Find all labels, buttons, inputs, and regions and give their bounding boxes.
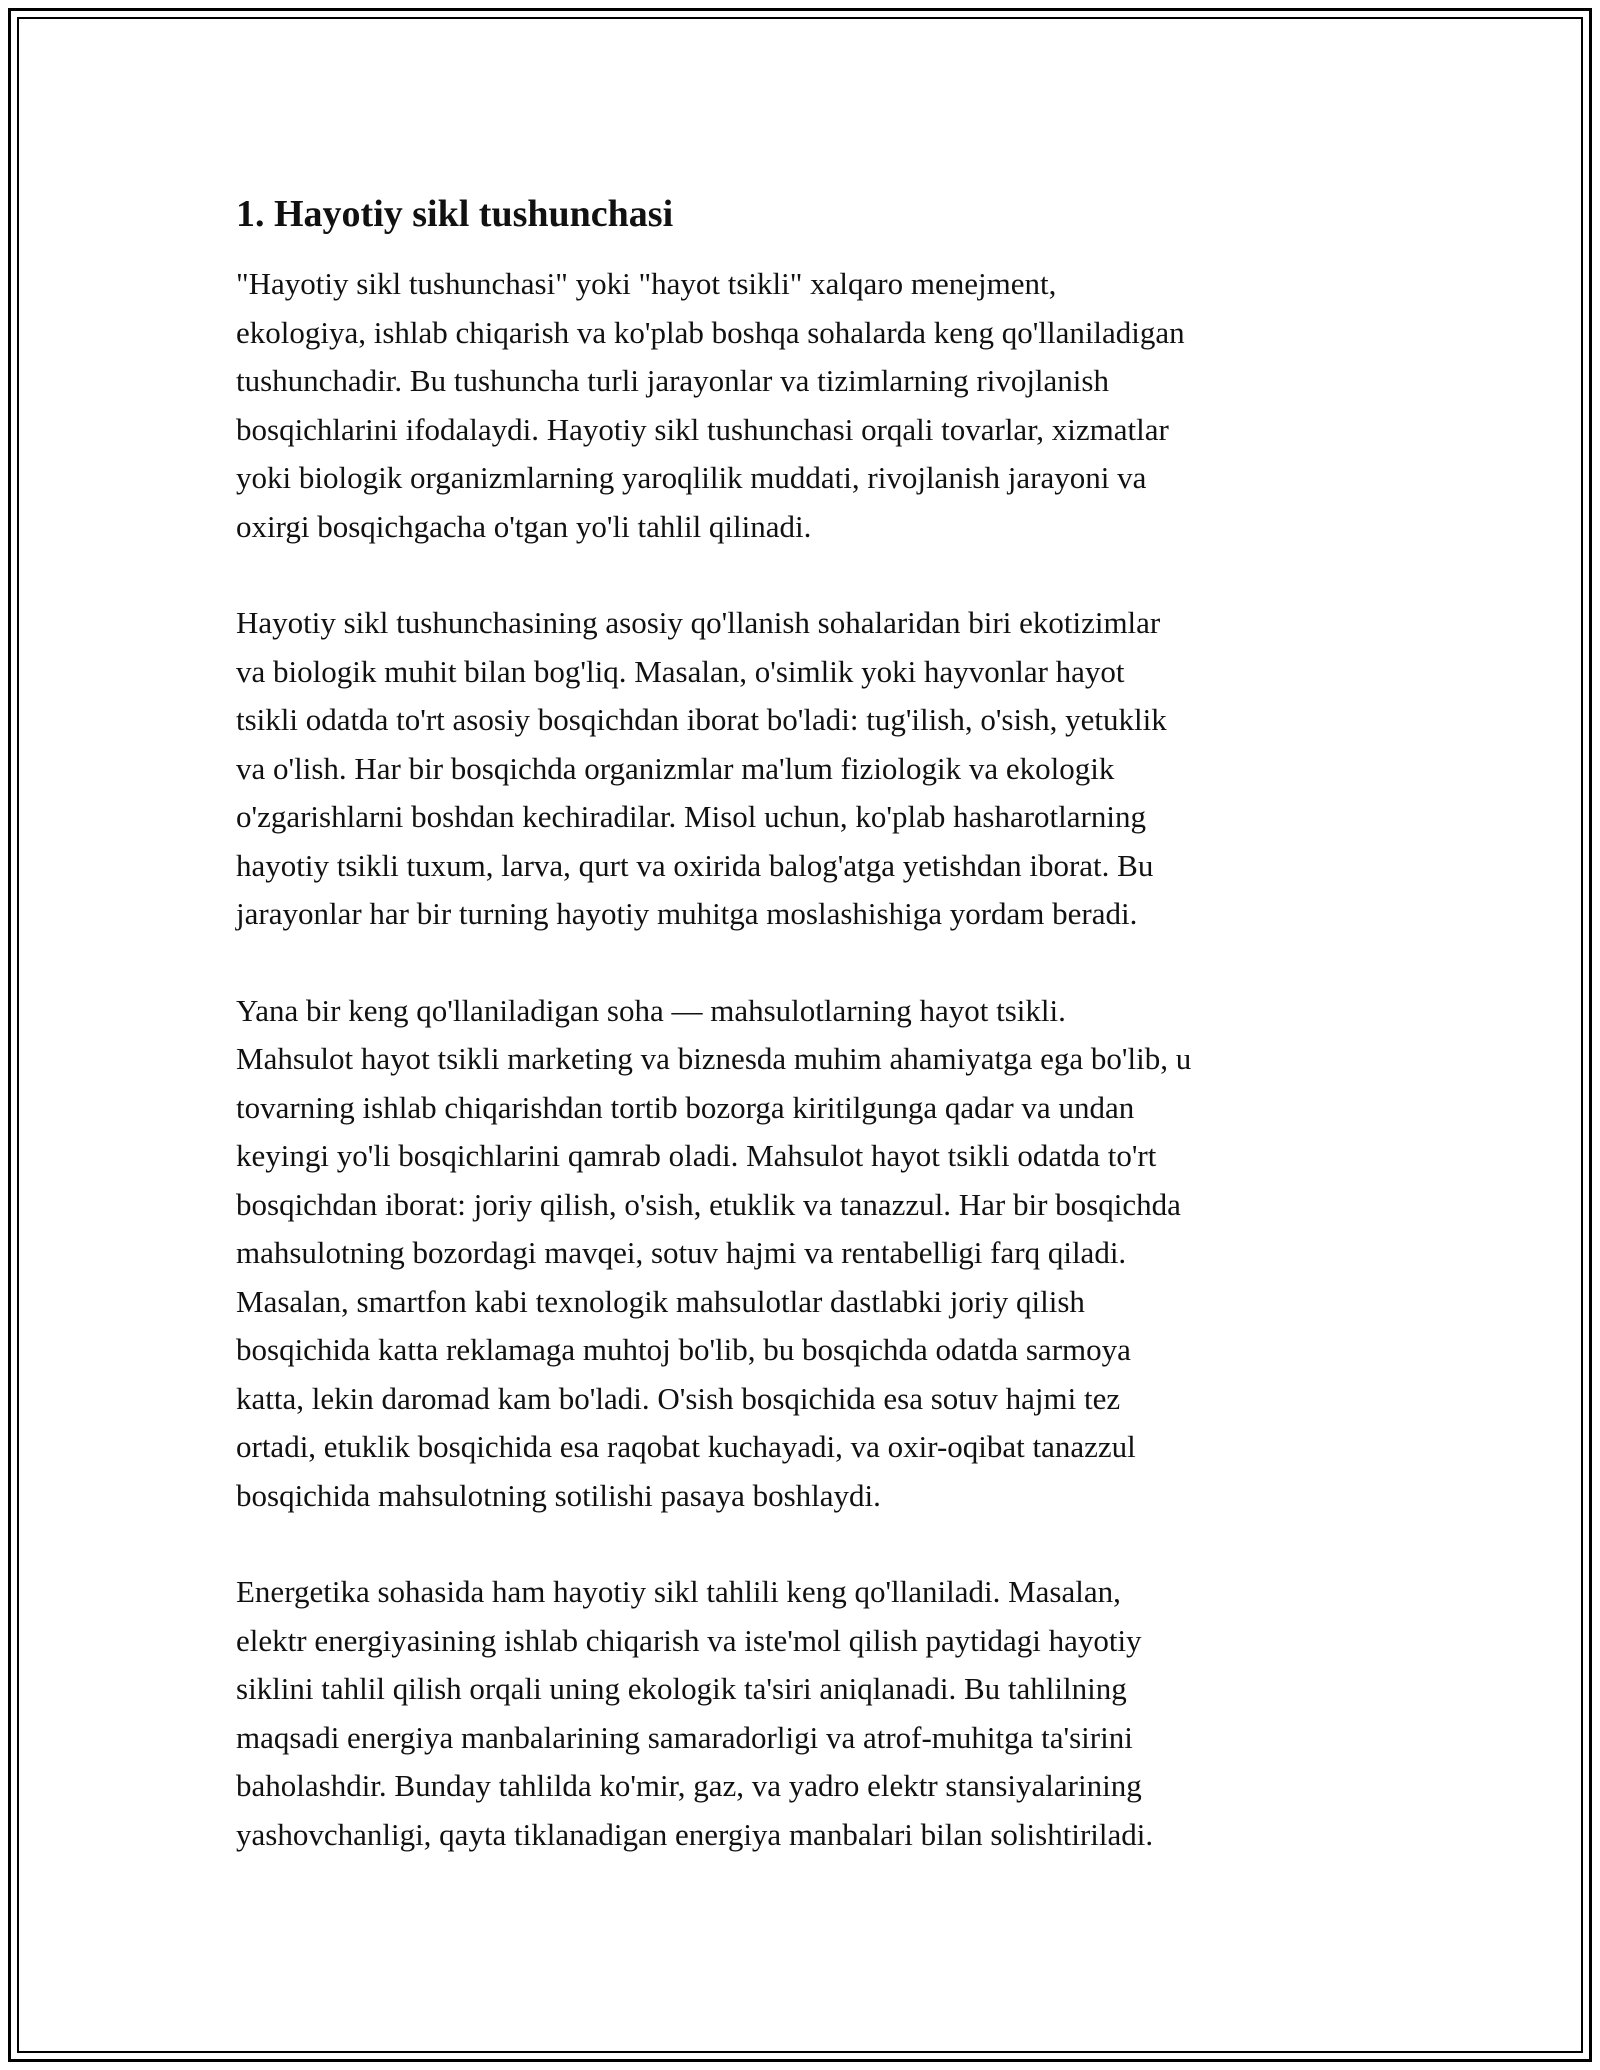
- document-body: [236, 190, 1386, 1907]
- paragraph-definition: "Hayotiy sikl tushunchasi" yoki "hayot tsikli" xalqaro menejment, ekologiya, ishlab chiqarish va ko'plab boshqa sohalarda keng qo'llaniladigan tushunchadir. Bu tushuncha turli jarayonlar va tizimlarning rivojlanish bosqichlarini ifodalaydi. Hayotiy sikl tushunchasi orqali tovarlar, xizmatlar yoki biologik organizmlarning yaroqlilik muddati, rivojlanish jarayoni va oxirgi bosqichgacha o'tgan yo'li tahlil qilinadi.: [236, 266, 1185, 544]
- paragraph-product-lifecycle: Yana bir keng qo'llaniladigan soha — mahsulotlarning hayot tsikli. Mahsulot hayot tsikli marketing va biznesda muhim ahamiyatga ega bo'lib, u tovarning ishlab chiqarishdan tortib bozorga kiritilgunga qadar va undan keyingi yo'li bosqichlarini qamrab oladi. Mahsulot hayot tsikli odatda to'rt bosqichdan iborat: joriy qilish, o'sish, etuklik va tanazzul. Har bir bosqichda mahsulotning bozordagi mavqei, sotuv hajmi va rentabelligi farq qiladi. Masalan, smartfon kabi texnologik mahsulotlar dastlabki joriy qilish bosqichida katta reklamaga muhtoj bo'lib, bu bosqichda odatda sarmoya katta, lekin daromad kam bo'ladi. O'sish bosqichida esa sotuv hajmi tez ortadi, etuklik bosqichida esa raqobat kuchayadi, va oxir-oqibat tanazzul bosqichida mahsulotning sotilishi pasaya boshlaydi.: [236, 992, 1192, 1513]
- section-heading: 1. Hayotiy sikl tushunchasi: [236, 193, 674, 235]
- paragraph-ecosystems: Hayotiy sikl tushunchasining asosiy qo'llanish sohalaridan biri ekotizimlar va biologik muhit bilan bog'liq. Masalan, o'simlik yoki hayvonlar hayot tsikli odatda to'rt asosiy bosqichdan iborat bo'ladi: tug'ilish, o'sish, yetuklik va o'lish. Har bir bosqichda organizmlar ma'lum fiziologik va ekologik o'zgarishlarni boshdan kechiradilar. Misol uchun, ko'plab hasharotlarning hayotiy tsikli tuxum, larva, qurt va oxirida balog'atga yetishdan iborat. Bu jarayonlar har bir turning hayotiy muhitga moslashishiga yordam beradi.: [236, 605, 1167, 931]
- paragraph-energy: Energetika sohasida ham hayotiy sikl tahlili keng qo'llaniladi. Masalan, elektr energiyasining ishlab chiqarish va iste'mol qilish paytidagi hayotiy siklini tahlil qilish orqali uning ekologik ta'siri aniqlanadi. Bu tahlilning maqsadi energiya manbalarining samaradorligi va atrof-muhitga ta'sirini baholashdir. Bunday tahlilda ko'mir, gaz, va yadro elektr stansiyalarining yashovchanligi, qayta tiklanadigan energiya manbalari bilan solishtiriladi.: [236, 1574, 1154, 1852]
